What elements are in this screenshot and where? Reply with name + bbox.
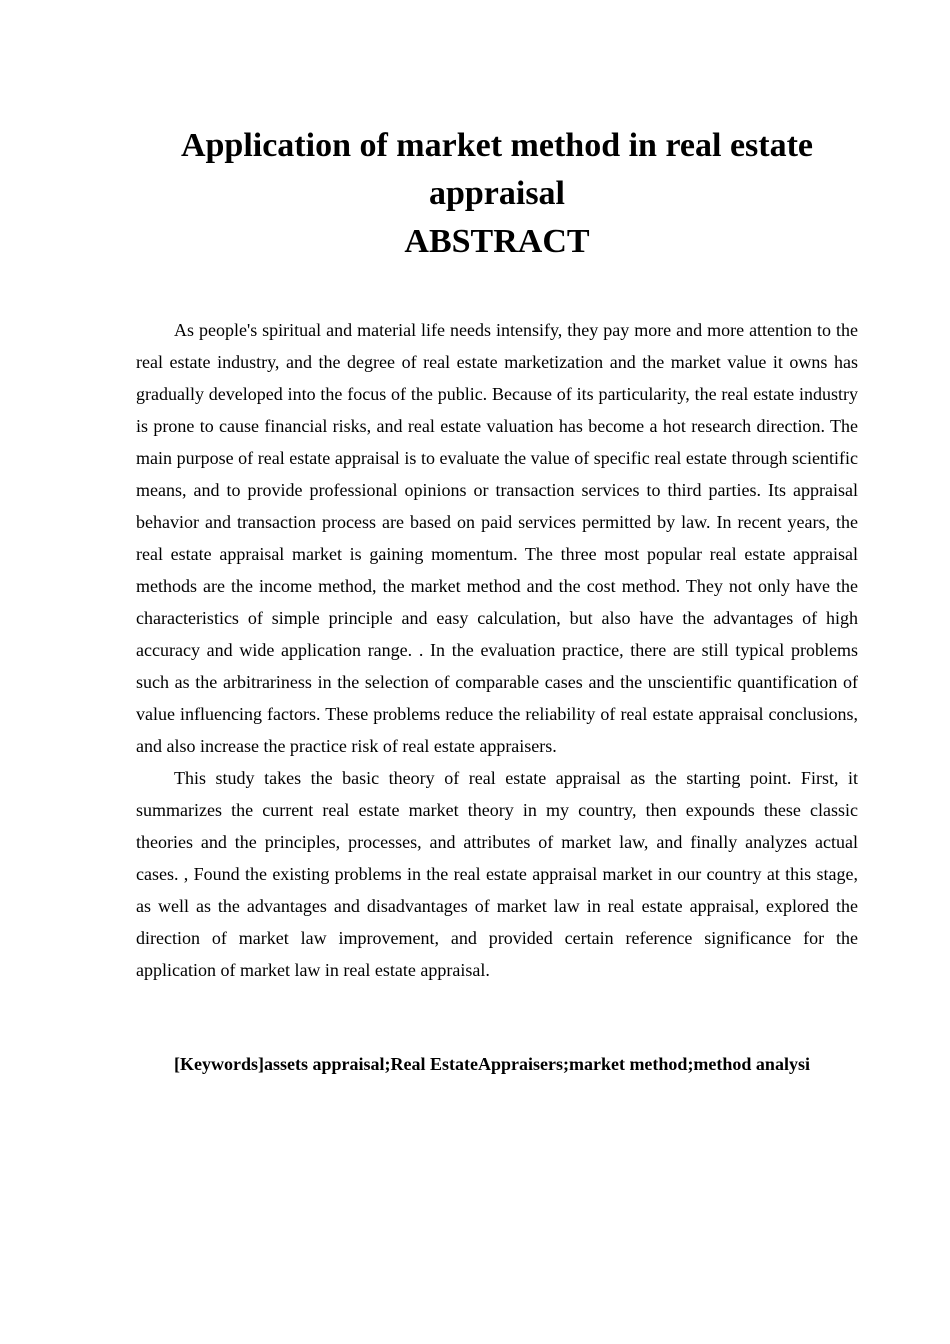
abstract-body (136, 314, 858, 986)
paper-title-line-1: Application of market method in real estate (180, 127, 814, 164)
paper-title-line-2: appraisal (428, 175, 566, 212)
abstract-paragraph-1: As people's spiritual and material life needs intensify, they pay more and more attention to the real estate industry, and the degree of real estate marketization and the market value it owns has gradually developed into the focus of the public. Because of its particularity, the real estate industry is prone to cause financial risks, and real estate valuation has become a hot research direction. The main purpose of real estate appraisal is to evaluate the value of specific real estate through scientific means, and to provide professional opinions or transaction services to third parties. Its appraisal behavior and transaction process are based on paid services permitted by law. In recent years, the real estate appraisal market is gaining momentum. The three most popular real estate appraisal methods are the income method, the market method and the cost method. They not only have the characteristics of simple principle and easy calculation, but also have the advantages of high accuracy and wide application range. . In the evaluation practice, there are still typical problems such as the arbitrariness in the selection of comparable cases and the unscientific quantification of value influencing factors. These problems reduce the reliability of real estate appraisal conclusions, and also increase the practice risk of real estate appraisers. (136, 320, 858, 756)
title-block (120, 122, 874, 266)
abstract-heading: ABSTRACT (404, 223, 590, 260)
keywords-line: [Keywords]assets appraisal;Real EstateAppraisers;market method;method analysi (174, 1054, 810, 1074)
abstract-paragraph-2: This study takes the basic theory of real estate appraisal as the starting point. First, it summarizes the current real estate market theory in my country, then expounds these classic theories and the principles, processes, and attributes of market law, and finally analyzes actual cases. , Found the existing problems in the real estate appraisal market in our country at this stage, as well as the advantages and disadvantages of market law in real estate appraisal, explored the direction of market law improvement, and provided certain reference significance for the application of market law in real estate appraisal. (136, 768, 858, 980)
